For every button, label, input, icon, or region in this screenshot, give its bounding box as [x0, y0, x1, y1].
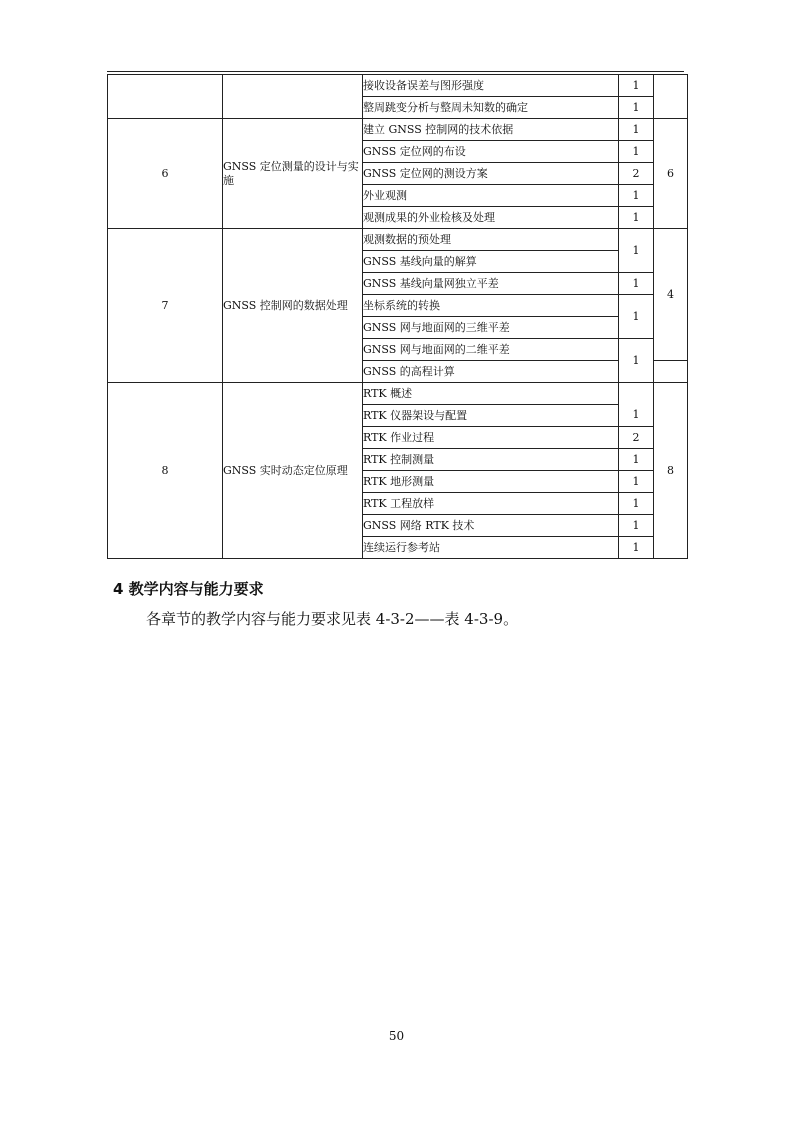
total-hours-cell: 4	[654, 229, 688, 361]
page-number: 50	[388, 1029, 405, 1043]
chapter-number-cell	[108, 75, 223, 119]
topic-cell: GNSS 定位网的测设方案	[363, 163, 619, 185]
topic-cell: 连续运行参考站	[363, 537, 619, 559]
hours-cell: 1	[619, 141, 654, 163]
topic-cell: GNSS 基线向量的解算	[363, 251, 619, 273]
chapter-number-cell: 7	[108, 229, 223, 383]
topic-cell: 观测成果的外业检核及处理	[363, 207, 619, 229]
hours-cell: 1	[619, 339, 654, 383]
topic-cell: 坐标系统的转换	[363, 295, 619, 317]
topic-cell: RTK 地形测量	[363, 471, 619, 493]
total-hours-cell	[654, 75, 688, 119]
chapter-title-cell: GNSS 定位测量的设计与实施	[223, 119, 363, 229]
topic-cell: RTK 仪器架设与配置	[363, 405, 619, 427]
hours-cell: 1	[619, 537, 654, 559]
total-hours-cell	[654, 361, 688, 383]
chapter-number-cell: 8	[108, 383, 223, 559]
topic-cell: GNSS 网与地面网的三维平差	[363, 317, 619, 339]
topic-cell: GNSS 定位网的布设	[363, 141, 619, 163]
hours-cell: 1	[619, 449, 654, 471]
hours-cell: 1	[619, 515, 654, 537]
hours-cell: 1	[619, 185, 654, 207]
hours-cell: 1	[619, 383, 654, 427]
topic-cell: GNSS 网与地面网的二维平差	[363, 339, 619, 361]
chapter-title-cell: GNSS 控制网的数据处理	[223, 229, 363, 383]
topic-cell: 外业观测	[363, 185, 619, 207]
topic-cell: GNSS 网络 RTK 技术	[363, 515, 619, 537]
topic-cell: GNSS 的高程计算	[363, 361, 619, 383]
total-hours-cell: 6	[654, 119, 688, 229]
table-row	[108, 75, 688, 97]
hours-cell: 1	[619, 207, 654, 229]
header-rule	[107, 71, 684, 72]
table-row	[108, 229, 688, 251]
topic-cell: 建立 GNSS 控制网的技术依据	[363, 119, 619, 141]
table-row	[108, 119, 688, 141]
topic-cell: RTK 控制测量	[363, 449, 619, 471]
topic-cell: 整周跳变分析与整周未知数的确定	[363, 97, 619, 119]
hours-cell: 1	[619, 229, 654, 273]
hours-cell: 1	[619, 119, 654, 141]
topic-cell: RTK 工程放样	[363, 493, 619, 515]
chapter-title-cell: GNSS 实时动态定位原理	[223, 383, 363, 559]
topic-cell: 接收设备误差与图形强度	[363, 75, 619, 97]
hours-cell: 2	[619, 427, 654, 449]
topic-cell: RTK 概述	[363, 383, 619, 405]
hours-cell: 1	[619, 273, 654, 295]
hours-cell: 1	[619, 493, 654, 515]
hours-cell: 2	[619, 163, 654, 185]
section-body-text: 各章节的教学内容与能力要求见表 4-3-2——表 4-3-9。	[146, 610, 519, 628]
chapter-title-cell	[223, 75, 363, 119]
table-row	[108, 383, 688, 405]
topic-cell: RTK 作业过程	[363, 427, 619, 449]
topic-cell: 观测数据的预处理	[363, 229, 619, 251]
hours-cell: 1	[619, 75, 654, 97]
section-heading: 4 教学内容与能力要求	[113, 580, 264, 598]
hours-cell: 1	[619, 295, 654, 339]
chapter-number-cell: 6	[108, 119, 223, 229]
hours-cell: 1	[619, 97, 654, 119]
hours-cell: 1	[619, 471, 654, 493]
topic-cell: GNSS 基线向量网独立平差	[363, 273, 619, 295]
course-schedule-table	[107, 74, 688, 559]
total-hours-cell: 8	[654, 383, 688, 559]
